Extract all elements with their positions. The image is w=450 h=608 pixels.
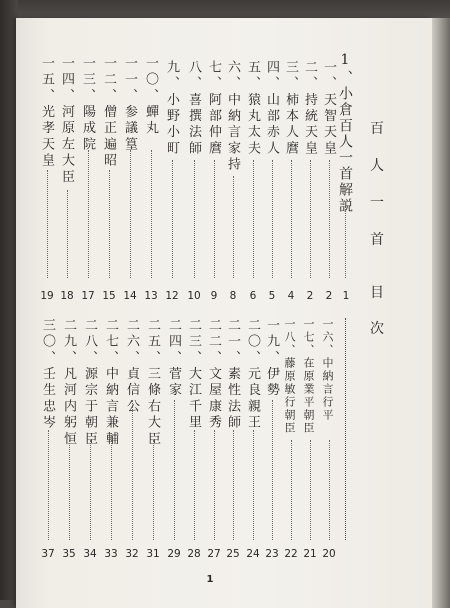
toc-page-number: 23 <box>265 548 279 560</box>
dotted-leader <box>67 190 69 278</box>
dotted-leader <box>194 430 196 540</box>
toc-page-number: 1 <box>342 290 350 302</box>
dotted-leader <box>69 440 71 540</box>
dotted-leader <box>253 160 255 278</box>
dotted-leader <box>174 400 176 540</box>
toc-page-number: 33 <box>104 548 118 560</box>
toc-page-number: 17 <box>81 290 95 302</box>
toc-entry-label: 二二、文屋康秀 <box>206 318 221 432</box>
toc-entry-label: 四、山部赤人 <box>264 60 279 158</box>
toc-page-number: 32 <box>125 548 139 560</box>
toc-page-number: 24 <box>246 548 260 560</box>
dotted-leader <box>291 160 293 278</box>
toc-entry-label: 三、柿本人麿 <box>283 60 298 158</box>
toc-page-number: 13 <box>144 290 158 302</box>
toc-entry-label: 一三、陽成院 <box>80 56 95 154</box>
dotted-leader <box>130 150 132 278</box>
dotted-leader <box>272 160 274 278</box>
dotted-leader <box>172 160 174 278</box>
dotted-leader <box>151 150 153 278</box>
toc-entry-label: 一七、在原業平朝臣 <box>302 318 315 435</box>
title-char: 次 <box>370 321 384 337</box>
toc-page-number: 10 <box>187 290 201 302</box>
toc-entry-label: 一二、僧正遍昭 <box>101 56 116 170</box>
toc-entry-label: 一〇、蟬丸 <box>143 56 158 137</box>
page-number: 1 <box>206 574 214 585</box>
dotted-leader <box>90 440 92 540</box>
dotted-leader <box>329 160 331 278</box>
dotted-leader <box>253 430 255 540</box>
toc-entry-label: 一五、光孝天皇 <box>39 56 54 170</box>
toc-page-number: 8 <box>229 290 237 302</box>
book-page <box>16 18 432 608</box>
toc-page-number: 21 <box>303 548 317 560</box>
toc-entry-label: 二五、三條右大臣 <box>145 318 160 448</box>
toc-page-number: 14 <box>123 290 137 302</box>
toc-page-number: 29 <box>167 548 181 560</box>
toc-page-number: 5 <box>268 290 276 302</box>
toc-page-number: 28 <box>187 548 201 560</box>
toc-entry-label: 一、天智天皇 <box>321 60 336 158</box>
dotted-leader <box>48 430 50 540</box>
title-char: 一 <box>370 195 384 211</box>
toc-page-number: 34 <box>83 548 97 560</box>
toc-entry-label: 七、阿部仲麿 <box>206 60 221 158</box>
toc-page-number: 27 <box>207 548 221 560</box>
dotted-leader <box>111 440 113 540</box>
title-char: 百 <box>370 121 384 137</box>
toc-entry-label: 二、持統天皇 <box>302 60 317 158</box>
toc-entry-label: 二六、貞信公 <box>124 318 139 416</box>
dotted-leader <box>88 150 90 278</box>
dotted-rule <box>345 318 347 540</box>
toc-entry-label: 二七、中納言兼輔 <box>103 318 118 448</box>
toc-page-number: 22 <box>284 548 298 560</box>
toc-page-number: 6 <box>249 290 257 302</box>
toc-entry-label: 二八、源宗于朝臣 <box>82 318 97 448</box>
toc-page-number: 2 <box>325 290 333 302</box>
toc-page-number: 9 <box>210 290 218 302</box>
toc-entry-label: 一九、伊勢 <box>264 318 279 399</box>
toc-page-number: 37 <box>41 548 55 560</box>
toc-entry-label: 八、喜撰法師 <box>186 60 201 158</box>
dotted-leader <box>310 440 312 540</box>
toc-entry-label: 三〇、壬生忠岑 <box>40 318 55 432</box>
dotted-leader <box>153 440 155 540</box>
toc-entry-label: 一四、河原左大臣 <box>59 56 74 186</box>
toc-entry-label: 二九、凡河内躬恒 <box>61 318 76 448</box>
toc-page-number: 19 <box>40 290 54 302</box>
dotted-leader <box>47 170 49 278</box>
dotted-leader <box>291 440 293 540</box>
toc-page-number: 15 <box>102 290 116 302</box>
toc-entry-label: 1、小倉百人一首解説 <box>337 52 353 214</box>
dotted-leader <box>194 160 196 278</box>
toc-page-number: 2 <box>306 290 314 302</box>
dotted-leader <box>233 430 235 540</box>
toc-entry-label: 一八、藤原敏行朝臣 <box>283 318 296 435</box>
page-edge <box>432 18 450 608</box>
title-char: 目 <box>370 285 384 301</box>
toc-entry-label: 六、中納言家持 <box>225 60 240 174</box>
dotted-leader <box>310 160 312 278</box>
toc-page-number: 12 <box>165 290 179 302</box>
toc-entry-label: 二三、大江千里 <box>186 318 201 432</box>
toc-entry-label: 二一、素性法師 <box>225 318 240 432</box>
toc-entry-label: 一一、参議篁 <box>122 56 137 154</box>
toc-page-number: 4 <box>287 290 295 302</box>
toc-page-number: 20 <box>322 548 336 560</box>
title-char: 首 <box>370 232 384 248</box>
toc-entry-label: 一六、中納言行平 <box>321 318 334 422</box>
toc-entry-label: 五、猿丸太夫 <box>245 60 260 158</box>
dotted-leader <box>109 170 111 278</box>
toc-page-number: 25 <box>226 548 240 560</box>
dotted-leader <box>132 400 134 540</box>
toc-page-number: 18 <box>60 290 74 302</box>
title-char: 人 <box>370 158 384 174</box>
dotted-leader <box>214 160 216 278</box>
toc-page-number: 35 <box>62 548 76 560</box>
dotted-leader <box>272 400 274 540</box>
toc-page-number: 31 <box>146 548 160 560</box>
dotted-leader <box>329 440 331 540</box>
toc-entry-label: 二〇、元良親王 <box>245 318 260 432</box>
toc-entry-label: 二四、菅家 <box>166 318 181 399</box>
dotted-leader <box>233 176 235 278</box>
toc-entry-label: 九、小野小町 <box>164 60 179 158</box>
dotted-leader <box>214 430 216 540</box>
dotted-leader <box>345 206 347 278</box>
